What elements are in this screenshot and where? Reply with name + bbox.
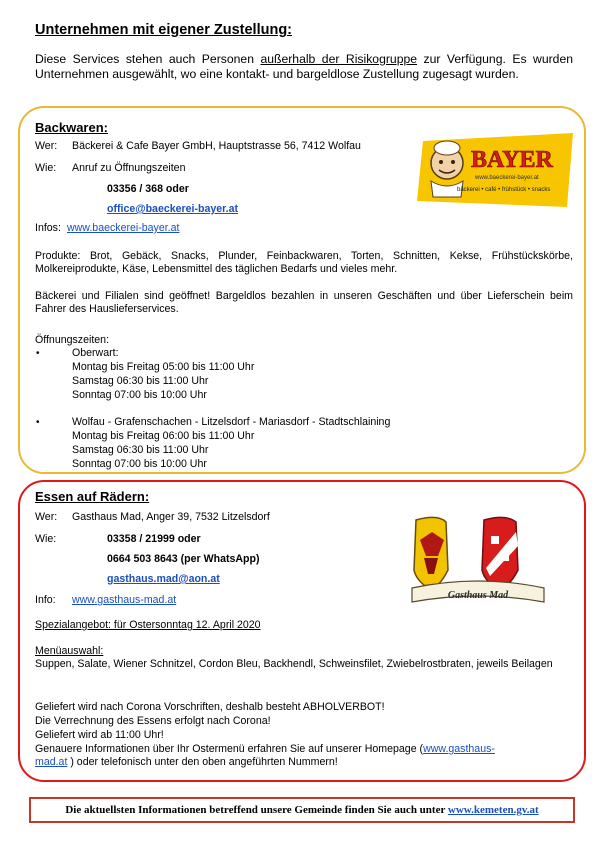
backwaren-wie-label: Wie:: [35, 162, 57, 174]
essen-homepage-link-cont[interactable]: mad.at: [35, 756, 68, 768]
essen-note3: Geliefert wird ab 11:00 Uhr!: [35, 729, 164, 741]
essen-menu-label: Menüauswahl:: [35, 645, 104, 657]
backwaren-wer-value: Bäckerei & Cafe Bayer GmbH, Hauptstrasse 56, 7412 Wolfau: [72, 140, 361, 152]
footer-text: Die aktuellsten Informationen betreffend unsere Gemeinde finden Sie auch unter: [65, 804, 448, 816]
essen-note2: Die Verrechnung des Essens erfolgt nach Corona!: [35, 715, 271, 727]
bullet-icon: •: [36, 417, 40, 428]
bayer-logo-url: www.baeckerei-bayer.at: [475, 175, 539, 181]
backwaren-hours-label: Öffnungszeiten:: [35, 334, 110, 346]
bayer-logo-tagline: bäckerei • café • frühstück • snacks: [457, 187, 551, 193]
backwaren-infos-link[interactable]: www.baeckerei-bayer.at: [67, 222, 180, 234]
essen-menu: Suppen, Salate, Wiener Schnitzel, Cordon Bleu, Backhendl, Schweinsfilet, Zwiebelrostbraten, jeweils Beilagen: [35, 658, 553, 670]
essen-spezial: Spezialangebot: für Ostersonntag 12. April 2020: [35, 619, 261, 631]
location-hours-line: Montag bis Freitag 05:00 bis 11:00 Uhr: [72, 361, 255, 373]
footer-link[interactable]: www.kemeten.gv.at: [447, 804, 539, 816]
page-title: Unternehmen mit eigener Zustellung:: [35, 22, 292, 38]
intro-underlined: außerhalb der Risikogruppe: [260, 52, 418, 66]
backwaren-wer-label: Wer:: [35, 140, 58, 152]
backwaren-phone: 03356 / 368 oder: [107, 183, 189, 195]
backwaren-heading: Backwaren:: [35, 120, 108, 135]
essen-info-label: Info:: [35, 594, 56, 606]
essen-heading: Essen auf Rädern:: [35, 489, 150, 504]
location-hours-line: Montag bis Freitag 06:00 bis 11:00 Uhr: [72, 430, 255, 442]
backwaren-produkte: Produkte: Brot, Gebäck, Snacks, Plunder, Feinbackwaren, Torten, Schnitten, Kekse, Frühstückskörbe, Molkereiprodukte, Käse, Lebensmittel des täglichen Bedarfs und vieles mehr.: [35, 250, 573, 275]
backwaren-wie-value: Anruf zu Öffnungszeiten: [72, 162, 186, 174]
bayer-logo-icon: [415, 131, 575, 209]
intro-part2: zur Verfügung. Es wurden Unternehmen ausgewählt, wo eine kontakt- und bargeldlose Zustellung zugesagt wurden.: [35, 52, 574, 81]
essen-homepage-link[interactable]: www.gasthaus-: [423, 743, 495, 755]
location-hours-line: Sonntag 07:00 bis 10:00 Uhr: [72, 458, 207, 470]
essen-note4-text: Genauere Informationen über Ihr Ostermenü erfahren Sie auf unserer Homepage (: [35, 743, 424, 755]
essen-phone2: 0664 503 8643 (per WhatsApp): [107, 553, 260, 565]
backwaren-filialen: Bäckerei und Filialen sind geöffnet! Bargeldlos bezahlen in unseren Geschäften und über Lieferschein beim Fahrer des Hauslieferservices.: [35, 290, 573, 315]
essen-note4: [35, 743, 573, 769]
footer-banner: [29, 797, 575, 823]
location-name: Wolfau - Grafenschachen - Litzelsdorf - Mariasdorf - Stadtschlaining: [72, 416, 391, 428]
location-hours-line: Samstag 06:30 bis 11:00 Uhr: [72, 444, 209, 456]
backwaren-email-link[interactable]: office@baeckerei-bayer.at: [107, 203, 239, 215]
gasthaus-mad-logo-icon: [398, 510, 558, 610]
gasthaus-logo-banner: Gasthaus Mad: [447, 590, 509, 601]
location-name: Oberwart:: [72, 347, 119, 359]
intro-part1: Diese Services stehen auch Personen: [35, 52, 261, 66]
essen-wer-value: Gasthaus Mad, Anger 39, 7532 Litzelsdorf: [72, 511, 270, 523]
essen-wie-label: Wie:: [35, 533, 57, 545]
essen-info-link[interactable]: www.gasthaus-mad.at: [72, 594, 177, 606]
bayer-logo-brand: BAYER: [471, 147, 553, 173]
essen-phone1: 03358 / 21999 oder: [107, 533, 201, 545]
location-hours-line: Samstag 06:30 bis 11:00 Uhr: [72, 375, 209, 387]
location-hours-line: Sonntag 07:00 bis 10:00 Uhr: [72, 389, 207, 401]
bullet-icon: •: [36, 348, 40, 359]
intro-text: [35, 52, 573, 82]
essen-note1: Geliefert wird nach Corona Vorschriften, deshalb besteht ABHOLVERBOT!: [35, 701, 385, 713]
backwaren-infos-label: Infos:: [35, 222, 61, 234]
essen-wer-label: Wer:: [35, 511, 58, 523]
essen-email-link[interactable]: gasthaus.mad@aon.at: [107, 573, 220, 585]
essen-note4-end: ) oder telefonisch unter den oben angeführten Nummern!: [67, 756, 338, 768]
